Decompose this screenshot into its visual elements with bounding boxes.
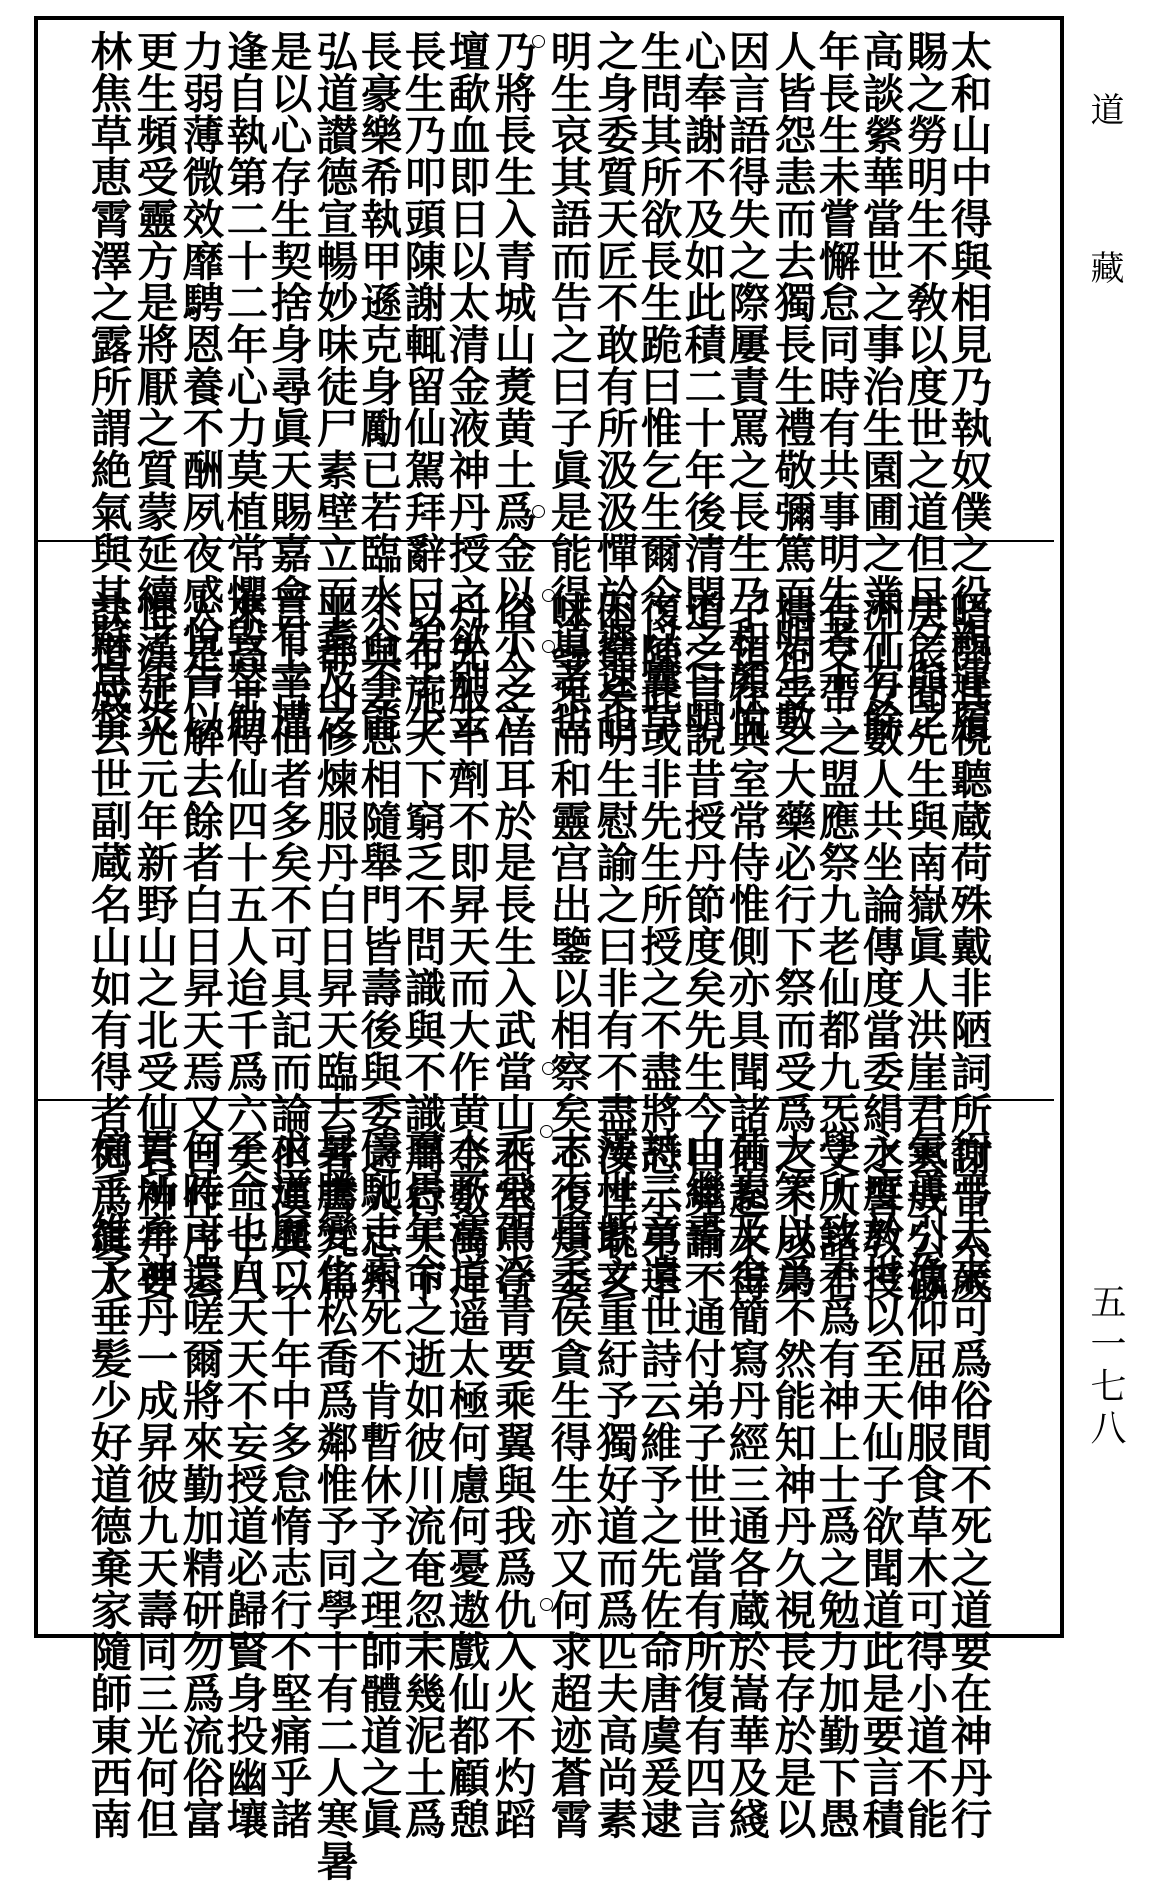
text-column: 力弱薄微效靡騁恩養不酬夙夜感悅告以 (175, 30, 225, 742)
text-column: 昇騰變化松喬爲鄰惟予同學十有二人寒暑 (309, 1128, 359, 1881)
text-column: 禱祠受之大藥必行下祭而受爲之不成弟 (767, 590, 817, 1302)
text-column: 晤開其視聽蔵荷殊戴非陋詞所謝昔太歲 (943, 590, 993, 1302)
text-column: 何時可還嗟爾將來勤加精研勿爲流俗富 (175, 1128, 225, 1840)
text-column: 洲仙女數人共坐論傳度當委絹之誓教授 (855, 590, 905, 1302)
text-column: 庚辰聞先生與南嶽眞人洪崖君雲成公瀛 (899, 590, 949, 1302)
text-column: 困窮矣明生慰諭之曰非有不盡汝性耽玄 (589, 590, 639, 1302)
text-column: 長生乃叩頭陳謝輒留仙駕拜辭曰弟子少 (397, 30, 447, 742)
text-column: 永度於世以至天仙子欲聞道此是要言積 (855, 1128, 905, 1840)
text-column: 逢自執第二十二年心力莫植常懼毀替觔 (219, 30, 269, 742)
text-column: 太和山中得與相見乃執奴僕之役親運履 (943, 30, 993, 742)
text-column: 來高士得仙四十五人迨千爲六矣二十八 (219, 590, 269, 1302)
text-column: 乘飛駕浮青要乘翼與我爲仇入火不灼蹈 (487, 1128, 537, 1840)
text-column: 儔馳走索死不肯暫休予之理師體道之眞 (353, 1128, 403, 1840)
text-column: 明生哀其語而告之曰子眞是能得道者也 (543, 30, 593, 742)
text-column: 言上古仙者多矣不可具記而論但漢興以 (263, 590, 313, 1302)
text-column: 人皆怨恚而去獨長生禮敬彌篤而明生數 (767, 30, 817, 742)
column-mark-circle (540, 1125, 553, 1138)
text-column: 山繼書一通付弟子世世當有所復有四言 (677, 1128, 727, 1840)
text-column: 大笑以爲不然能知神丹久視長存於是以 (767, 1128, 817, 1840)
text-column: 丹先服半劑不即昇天而大作黄金數萬斤 (441, 590, 491, 1302)
text-column: 子預在典室常侍惟側亦具聞諸仙起末得 (721, 590, 771, 1302)
text-column: 是以心存生契捨身尋眞天賜嘉會有幸遭 (263, 30, 313, 742)
text-column: 學所致不爲有神上士爲之勉力加勤下愚 (811, 1128, 861, 1840)
text-column: 貫所牽神丹一成昇彼九天壽同三光何但 (129, 1128, 179, 1840)
text-column: 之身委質天匠不敢有所汲汲憚於遲速也 (589, 30, 639, 742)
text-column: 子命也自天天不妄授道必歸賢身投幽壤 (219, 1128, 269, 1840)
text-column: 志不事王侯貪生得生亦又何求超迹蒼霄 (543, 1128, 593, 1840)
text-column: 因言語得失之際屢責罵之長生乃和顏悅 (721, 30, 771, 742)
text-column: 弘道讃德宣暢妙味徒尸素壁立而耄及之 (309, 30, 359, 742)
text-column: 漢世紫文重紆予獨好道而爲匹夫高尚素 (589, 1128, 639, 1840)
text-column: 惟漢延光元年新野山之北受仙君神丹要 (129, 590, 179, 1302)
text-column: 以布施天下窮乏不問識與不識周行天下 (397, 590, 447, 1302)
text-column: 有交帶之盟應祭九老仙都九炁丈人諸君 (811, 590, 861, 1302)
text-column: 更生頻受靈方是將厭之質蒙延續之年炎 (129, 30, 179, 742)
text-column: 復陳此或非先生所授之不盡將恐示弟子 (633, 590, 683, 1302)
register-divider-2 (38, 1099, 1054, 1101)
text-column: 詩三章遺世詩云維予之先佐命唐虞爰逮 (633, 1128, 683, 1840)
text-column: 行弔去來可爲俗間不死之道要在神丹行 (943, 1128, 993, 1840)
text-column: 賜之勞明生不敎以度世之道但旦夕與之 (899, 30, 949, 742)
text-column: 長豪樂希執甲遜克身勵已若臨水谷不能 (353, 30, 403, 742)
text-column: 億千維予垂髪少好道德棄家隨師東西南 (83, 1128, 133, 1840)
text-column: 氣導引俛仰屈伸服食草木可得小道不能 (899, 1128, 949, 1840)
text-column: 高談縈華當世之事治生園圃之業十有餘 (855, 30, 905, 742)
margin-title-top: 道 (1084, 92, 1124, 130)
text-column: 不與妻息相隨舉門皆壽後與委之入忠州 (353, 590, 403, 1302)
margin-page-number: 五一七八 (1085, 1283, 1126, 1451)
column-mark-circle (532, 35, 545, 48)
text-column: 味尋炁而和靈宫出鑒以相察矣不復煩委 (543, 590, 593, 1302)
column-mark-circle (532, 505, 545, 518)
text-column: 壇歃血即日以太清金液神丹授之欲别去 (441, 30, 491, 742)
margin-title-bottom: 藏 (1084, 250, 1124, 288)
text-column: 黄素及金簡寫丹經三通各蔵於嵩華及綫 (721, 1128, 771, 1840)
text-column: 平都山修煉服丹白日昇天臨去著書九篇 (309, 590, 359, 1302)
register-divider-1 (38, 540, 1054, 542)
text-column: 訣道成去世副蔵名山如有得者列爲眞人 (83, 590, 133, 1302)
text-column: 俗人之信耳於是長生入武當山石室中合 (487, 590, 537, 1302)
text-column: 羣愚年命之逝如彼川流奄忽未幾泥土爲 (397, 1128, 447, 1840)
text-column: 求道歷二十年中多怠惰志行不堅痛乎諸 (263, 1128, 313, 1840)
text-column: 心奉謝不及如此積二十年後清閑之日明 (677, 30, 727, 742)
text-column: 水不濡道遥太極何慮何憂遨戲仙都顧憩 (441, 1128, 491, 1840)
text-column: 林焦草恵霄澤之露所謂絶氣與其蘇息督 (83, 30, 133, 742)
text-column: 乃將長生入青城山煑黄土爲金以示之立 (487, 30, 537, 742)
text-column: 生問其所欲長生跪曰惟乞生爾令以囊草 (633, 30, 683, 742)
text-column: 年長生未嘗懈怠同時有共事明生者十二 (811, 30, 861, 742)
text-column: 道之言說昔授丹節度矣先生今日見諭不 (677, 590, 727, 1302)
column-mark-circle (542, 640, 555, 653)
text-column: 人是尸解去餘者白日昇天焉又自作序云 (175, 590, 225, 1302)
column-mark-circle (542, 1062, 555, 1075)
column-mark-circle (542, 589, 555, 602)
column-mark-circle (540, 1598, 553, 1611)
